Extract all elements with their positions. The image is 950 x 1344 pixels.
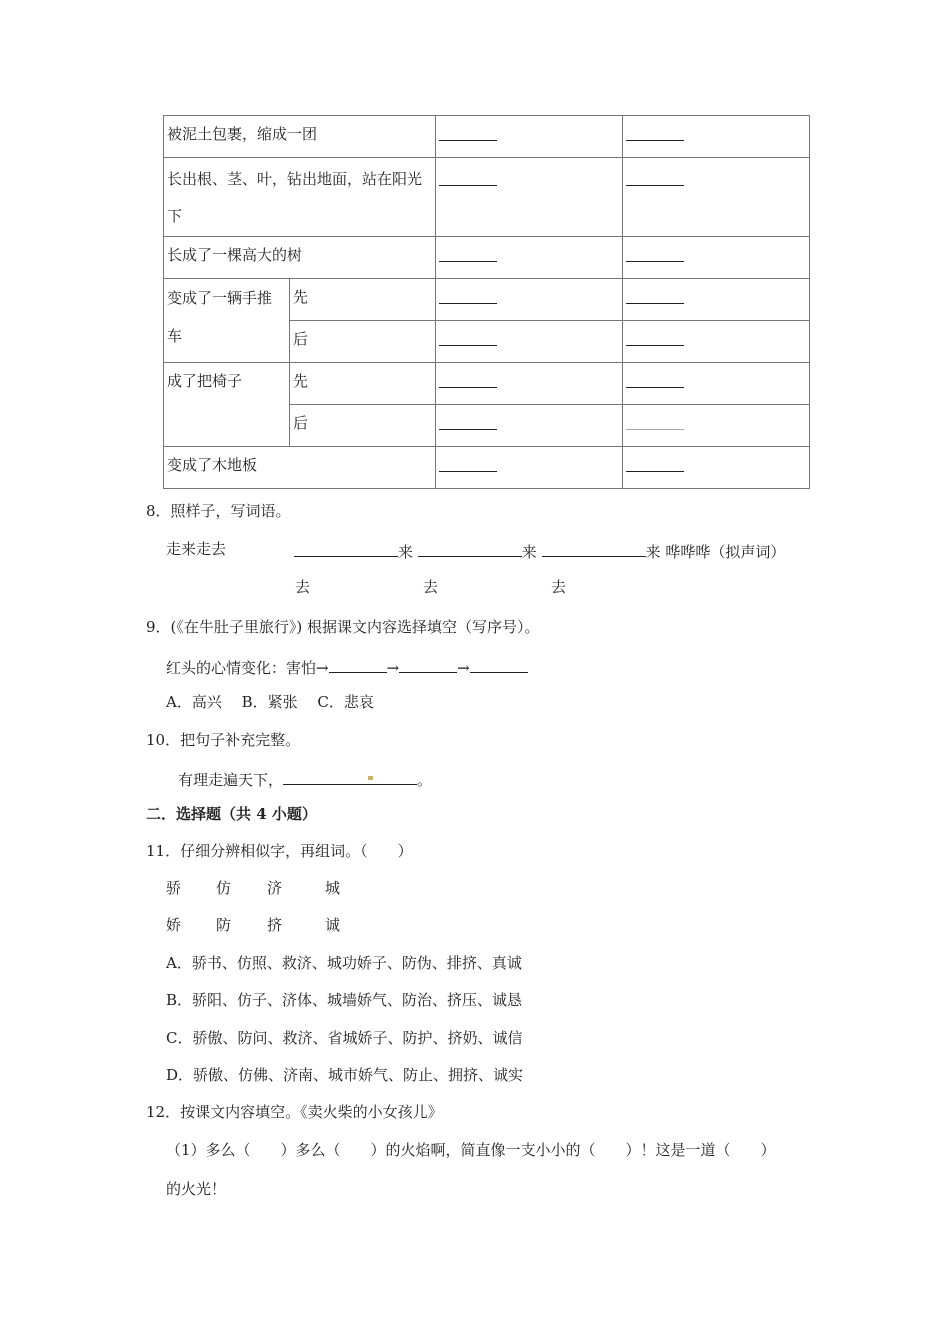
q11-char-row-1 — [166, 877, 340, 898]
answer-blank[interactable] — [623, 116, 810, 158]
answer-blank[interactable] — [436, 158, 623, 237]
q12-line-2: 的火光！ — [166, 1180, 227, 1198]
question-10-title: 10．把句子补充完整。 — [146, 731, 301, 749]
table-cell-label: 长出根、茎、叶，钻出地面，站在阳光下 — [164, 158, 436, 237]
answer-blank[interactable] — [329, 654, 387, 673]
char: 城 — [325, 879, 341, 897]
answer-blank[interactable] — [542, 538, 646, 557]
marker-dot — [368, 776, 373, 780]
char: 诚 — [325, 916, 341, 934]
answer-blank[interactable] — [436, 279, 623, 321]
arrow: → — [386, 659, 400, 677]
char: 挤 — [267, 916, 283, 934]
question-9-title: 9．(《在牛肚子里旅行》) 根据课文内容选择填空（写序号）。 — [146, 618, 540, 636]
answer-blank[interactable] — [470, 654, 528, 673]
section-2-title: 二．选择题（共 4 小题） — [146, 805, 317, 823]
q8-tail: 哗哗哗（拟声词） — [665, 543, 786, 561]
question-8-title: 8．照样子，写词语。 — [146, 502, 291, 520]
q8-qu-1: 去 — [295, 578, 311, 596]
q8-example: 走来走去 — [166, 540, 227, 558]
table-cell-sub: 后 — [290, 321, 436, 363]
q10-prompt-row — [178, 766, 432, 790]
answer-blank[interactable] — [283, 766, 417, 785]
q8-qu-3: 去 — [551, 578, 567, 596]
q12-line-1: （1）多么（ ）多么（ ）的火焰啊，简直像一支小小的（ ）！这是一道（ ） — [166, 1141, 776, 1159]
table-cell-sub: 先 — [290, 363, 436, 405]
answer-blank[interactable] — [623, 405, 810, 447]
q8-lai-2: 来 — [521, 543, 537, 561]
answer-blank[interactable] — [436, 321, 623, 363]
table-row — [164, 363, 810, 405]
table-cell-label: 长成了一棵高大的树 — [164, 237, 436, 279]
char: 仿 — [216, 879, 232, 897]
answer-blank[interactable] — [436, 237, 623, 279]
answer-blank[interactable] — [399, 654, 457, 673]
table-cell-label: 被泥土包裹，缩成一团 — [164, 116, 436, 158]
table-row — [164, 158, 810, 237]
q11-option-c[interactable]: C．骄傲、防问、救济、省城娇子、防护、挤奶、诚信 — [166, 1029, 523, 1047]
table-cell-sub: 后 — [290, 405, 436, 447]
table-cell-label: 变成了一辆手推车 — [164, 279, 290, 363]
q9-options: A．高兴 B．紧张 C．悲哀 — [166, 693, 374, 711]
q11-option-b[interactable]: B．骄阳、仿子、济体、城墙娇气、防治、挤压、诚恳 — [166, 991, 523, 1009]
answer-blank[interactable] — [623, 237, 810, 279]
q9-prompt-row — [166, 654, 528, 678]
answer-blank[interactable] — [436, 405, 623, 447]
table-row — [164, 279, 810, 321]
char: 济 — [267, 879, 283, 897]
q8-answer-row — [294, 538, 785, 562]
q9-prompt: 红头的心情变化：害怕→ — [166, 659, 329, 677]
answer-blank[interactable] — [623, 363, 810, 405]
table-cell-label: 成了把椅子 — [164, 363, 290, 447]
arrow: → — [457, 659, 470, 677]
char: 骄 — [166, 879, 182, 897]
q11-option-d[interactable]: D．骄傲、仿佛、济南、城市娇气、防止、拥挤、诚实 — [166, 1066, 524, 1084]
answer-blank[interactable] — [623, 447, 810, 489]
table-cell-label: 变成了木地板 — [164, 447, 436, 489]
q10-prompt: 有理走遍天下， — [178, 771, 284, 789]
answer-blank[interactable] — [436, 363, 623, 405]
table-row — [164, 116, 810, 158]
fill-table — [163, 115, 810, 489]
answer-blank[interactable] — [436, 447, 623, 489]
q8-qu-2: 去 — [423, 578, 439, 596]
answer-blank[interactable] — [623, 158, 810, 237]
char: 防 — [216, 916, 232, 934]
answer-blank[interactable] — [418, 538, 522, 557]
question-11-title: 11．仔细分辨相似字，再组词。（ ） — [146, 842, 413, 860]
answer-blank[interactable] — [294, 538, 398, 557]
answer-blank[interactable] — [436, 116, 623, 158]
table-row — [164, 447, 810, 489]
question-12-title: 12．按课文内容填空。《卖火柴的小女孩儿》 — [146, 1103, 443, 1121]
q8-lai-3: 来 — [645, 543, 661, 561]
table-cell-sub: 先 — [290, 279, 436, 321]
q10-end: 。 — [417, 771, 433, 789]
answer-blank[interactable] — [623, 321, 810, 363]
answer-blank[interactable] — [623, 279, 810, 321]
char: 娇 — [166, 916, 182, 934]
table-row — [164, 237, 810, 279]
q11-char-row-2 — [166, 914, 340, 935]
q11-option-a[interactable]: A．骄书、仿照、救济、城功娇子、防伪、排挤、真诚 — [166, 954, 522, 972]
q8-lai-1: 来 — [398, 543, 414, 561]
